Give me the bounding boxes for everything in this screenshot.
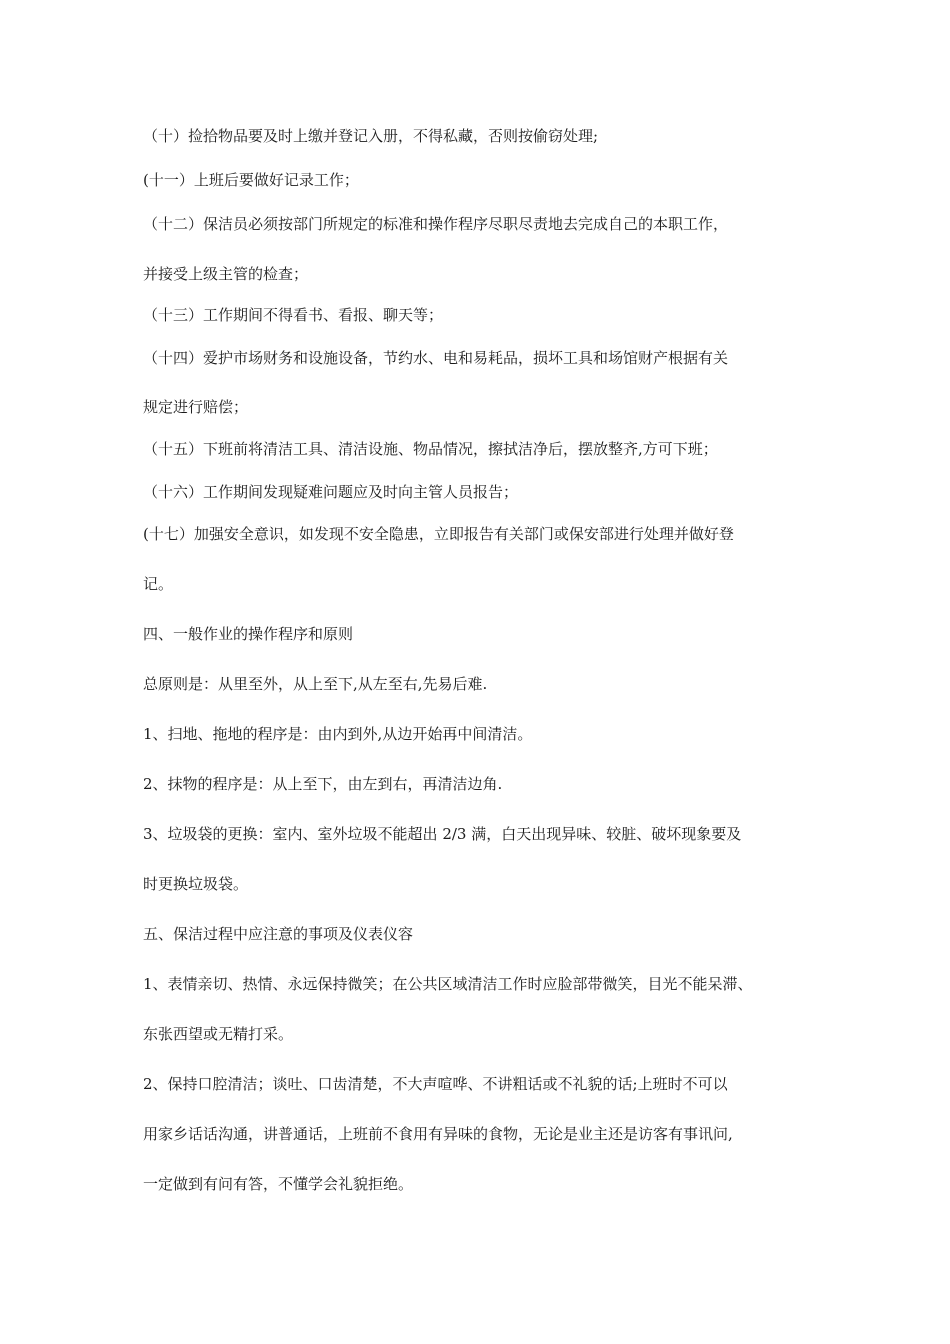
text-line: （十）捡拾物品要及时上缴并登记入册，不得私藏，否则按偷窃处理;: [143, 127, 599, 145]
text-line: (十一）上班后要做好记录工作；: [143, 171, 359, 189]
text-line: 总原则是：从里至外，从上至下,从左至右,先易后难.: [143, 675, 488, 693]
text-line: （十五）下班前将清洁工具、清洁设施、物品情况，擦拭洁净后，摆放整齐,方可下班；: [143, 440, 718, 458]
text-line: 东张西望或无精打采。: [143, 1025, 294, 1043]
text-line: 并接受上级主管的检查；: [143, 265, 309, 283]
text-line: 1、扫地、拖地的程序是：由内到外,从边开始再中间清洁。: [143, 725, 533, 743]
text-line: （十二）保洁员必须按部门所规定的标准和操作程序尽职尽责地去完成自己的本职工作，: [143, 215, 729, 233]
text-line: 一定做到有问有答，不懂学会礼貌拒绝。: [143, 1175, 414, 1193]
text-line: 记。: [143, 575, 174, 593]
section-heading: 五、保洁过程中应注意的事项及仪表仪容: [143, 925, 414, 943]
section-heading: 四、一般作业的操作程序和原则: [143, 625, 354, 643]
text-line: 2、抹物的程序是：从上至下，由左到右，再清洁边角.: [143, 775, 503, 793]
text-line: （十六）工作期间发现疑难问题应及时向主管人员报告；: [143, 483, 519, 501]
text-line: 1、表情亲切、热情、永远保持微笑；在公共区域清洁工作时应脸部带微笑，目光不能呆滞、: [143, 975, 753, 993]
text-line: （十三）工作期间不得看书、看报、聊天等；: [143, 306, 444, 324]
text-line: 时更换垃圾袋。: [143, 875, 249, 893]
text-line: 规定进行赔偿；: [143, 398, 249, 416]
text-line: 2、保持口腔清洁；谈吐、口齿清楚，不大声喧哗、不讲粗话或不礼貌的话;上班时不可以: [143, 1075, 728, 1093]
text-line: 用家乡话话沟通，讲普通话，上班前不食用有异味的食物，无论是业主还是访客有事讯问,: [143, 1125, 733, 1143]
text-line: (十七）加强安全意识，如发现不安全隐患，立即报告有关部门或保安部进行处理并做好登: [143, 525, 734, 543]
text-line: 3、垃圾袋的更换：室内、室外垃圾不能超出 2/3 满，白天出现异味、较脏、破坏现象要及: [143, 825, 742, 843]
text-line: （十四）爱护市场财务和设施设备，节约水、电和易耗品，损坏工具和场馆财产根据有关: [143, 349, 729, 367]
